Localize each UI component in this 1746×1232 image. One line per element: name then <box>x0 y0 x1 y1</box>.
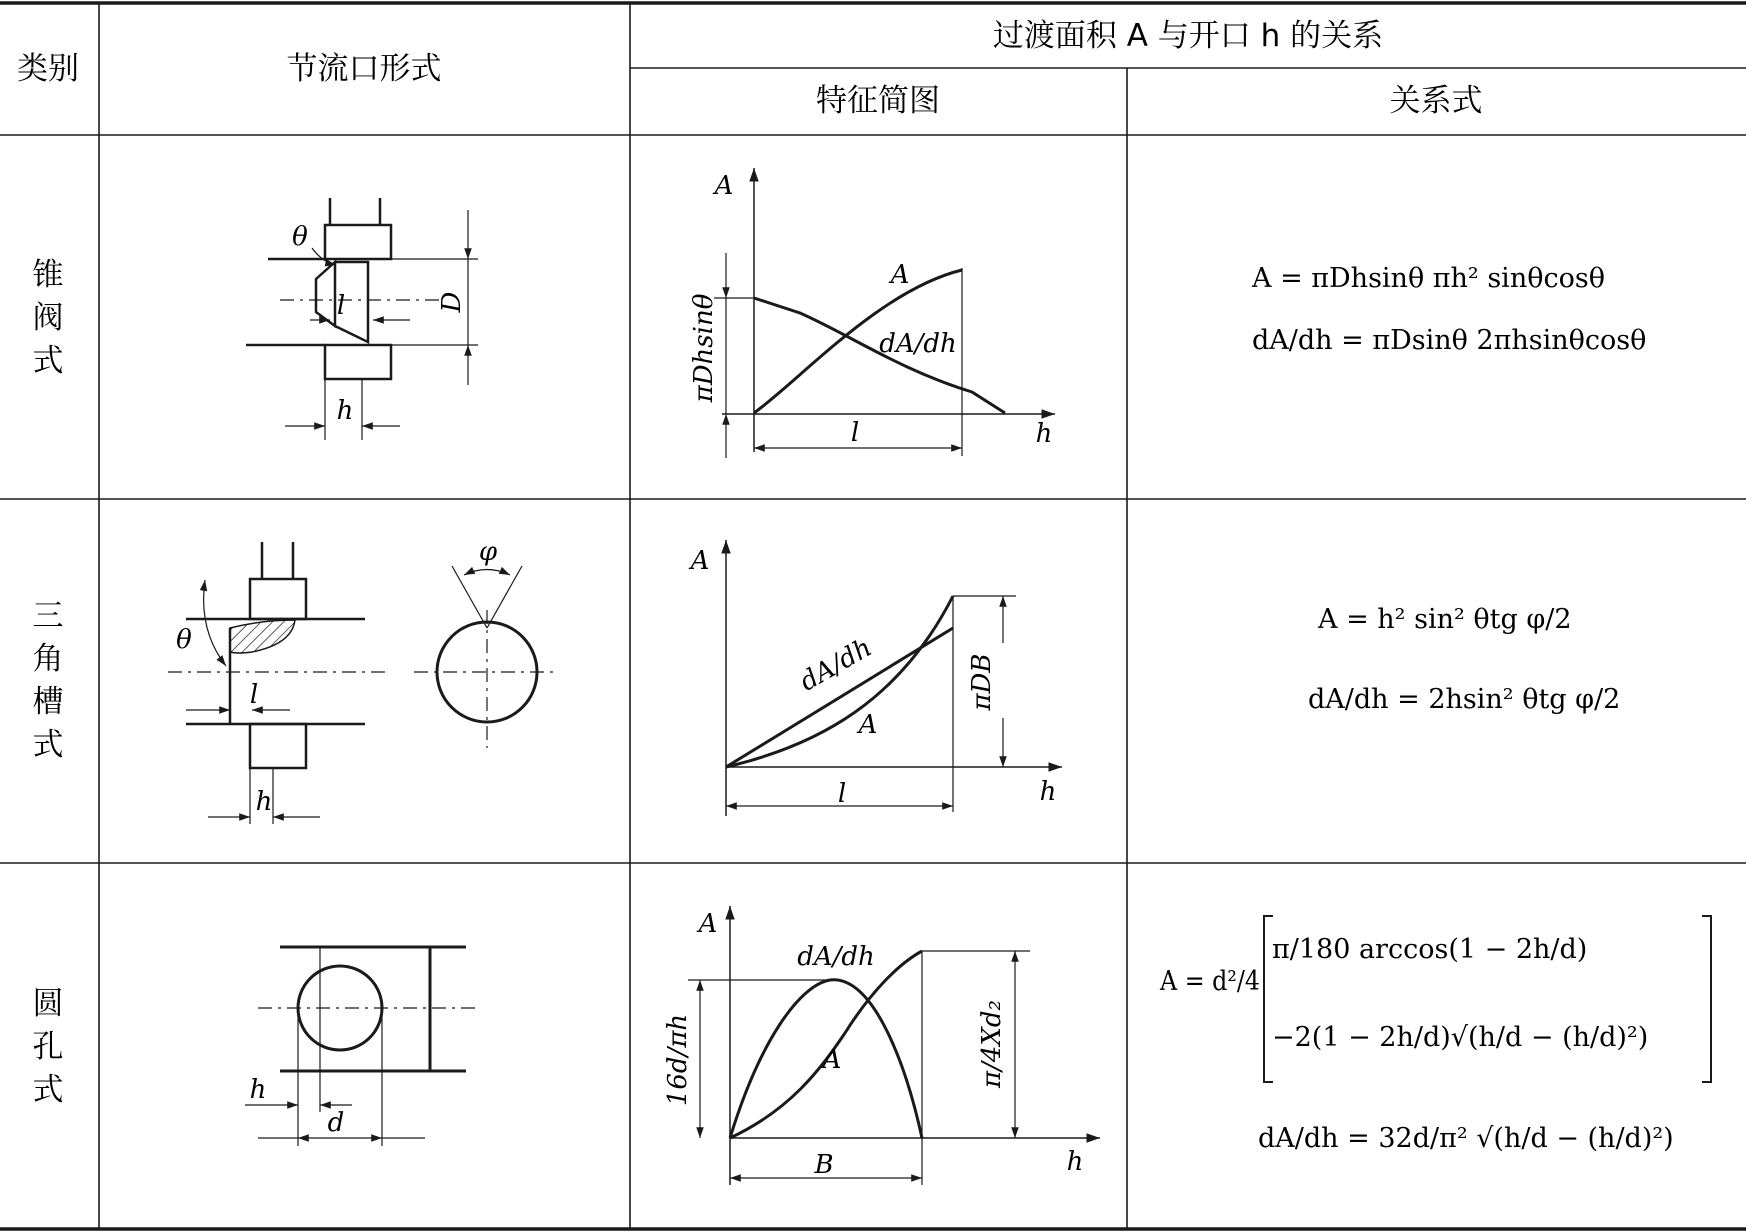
hole-formula-line-2: dA/dh = 32d/π² √(h/d − (h/d)²) <box>1258 1123 1674 1154</box>
category-char: 槽 <box>32 684 64 720</box>
cone-chart-span-label: l <box>850 418 860 448</box>
groove-formulas <box>1308 604 1620 715</box>
cone-l-label: l <box>336 291 346 321</box>
cone-formulas <box>1251 263 1646 356</box>
hole-chart-curve-a-label: A <box>822 1045 842 1075</box>
category-char: 阀 <box>32 300 64 336</box>
cone-chart <box>714 168 1055 458</box>
groove-chart-y-value-label: πDB <box>967 653 997 711</box>
groove-phi-label: φ <box>478 537 498 567</box>
hole-d-label: d <box>327 1108 345 1138</box>
category-round-hole <box>33 986 64 1108</box>
header-category: 类别 <box>17 51 79 87</box>
groove-chart-curve-da-label: dA/dh <box>794 632 878 698</box>
cone-valve-drawing <box>246 198 478 440</box>
groove-curve-a <box>726 596 953 767</box>
hole-chart-y-value-right-label: π/4Xd₂ <box>977 1000 1007 1088</box>
cone-chart-x-axis-label: h <box>1035 419 1053 449</box>
category-char: 角 <box>32 641 64 677</box>
hole-formula-line-1: A = d²/4 <box>1159 966 1260 997</box>
groove-chart-span-label: l <box>837 779 847 809</box>
groove-h-label: h <box>255 787 273 817</box>
category-char: 式 <box>32 1072 64 1108</box>
category-triangle-groove <box>33 598 64 763</box>
category-char: 圆 <box>32 986 64 1022</box>
hole-chart-span-label: B <box>814 1150 834 1180</box>
cone-h-label: h <box>336 396 354 426</box>
triangle-groove-drawing <box>168 542 558 824</box>
groove-chart-x-axis-label: h <box>1039 777 1057 807</box>
groove-chart-curve-a-label: A <box>858 710 878 740</box>
cone-chart-curve-da-label: dA/dh <box>879 329 957 359</box>
hole-chart <box>688 906 1100 1185</box>
category-cone-valve <box>33 257 64 379</box>
cone-formula-line-2: dA/dh = πDsinθ 2πhsinθcosθ <box>1252 325 1647 356</box>
category-char: 三 <box>32 598 64 634</box>
hole-formulas <box>1159 916 1711 1154</box>
hole-formula-bracket-top: π/180 arccos(1 − 2h/d) <box>1272 934 1588 965</box>
hole-chart-y-axis-label: A <box>698 909 718 939</box>
groove-formula-line-1: A = h² sin² θtg φ/2 <box>1318 604 1572 635</box>
groove-formula-line-2: dA/dh = 2hsin² θtg φ/2 <box>1308 684 1621 715</box>
cone-chart-curve-a-label: A <box>890 260 910 290</box>
groove-theta-label: θ <box>176 625 192 655</box>
header-relation-group: 过渡面积 A 与开口 h 的关系 <box>992 18 1384 54</box>
category-char: 锥 <box>32 257 64 293</box>
cone-theta-label: θ <box>292 222 308 252</box>
hole-chart-curve-da-label: dA/dh <box>797 942 875 972</box>
category-char: 式 <box>32 727 64 763</box>
header-formula: 关系式 <box>1389 83 1483 119</box>
cone-chart-y-value-label: πDhsinθ <box>689 293 719 403</box>
hole-chart-x-axis-label: h <box>1066 1147 1084 1177</box>
groove-l-label: l <box>249 680 259 710</box>
groove-chart-y-axis-label: A <box>690 546 710 576</box>
cone-chart-y-axis-label: A <box>714 171 734 201</box>
category-char: 孔 <box>32 1029 64 1065</box>
round-hole-drawing <box>245 947 480 1146</box>
category-char: 式 <box>32 343 64 379</box>
hole-h-label: h <box>249 1075 267 1105</box>
hole-formula-bracket-bottom: −2(1 − 2h/d)√(h/d − (h/d)²) <box>1272 1022 1649 1053</box>
header-feature-diagram: 特征简图 <box>816 83 940 119</box>
cone-d-label: D <box>437 291 467 313</box>
groove-chart <box>726 540 1062 816</box>
cone-formula-line-1: A = πDhsinθ πh² sinθcosθ <box>1252 263 1605 294</box>
header-orifice-form: 节流口形式 <box>286 51 442 87</box>
hole-chart-y-value-left-label: 16d/πh <box>663 1013 693 1107</box>
